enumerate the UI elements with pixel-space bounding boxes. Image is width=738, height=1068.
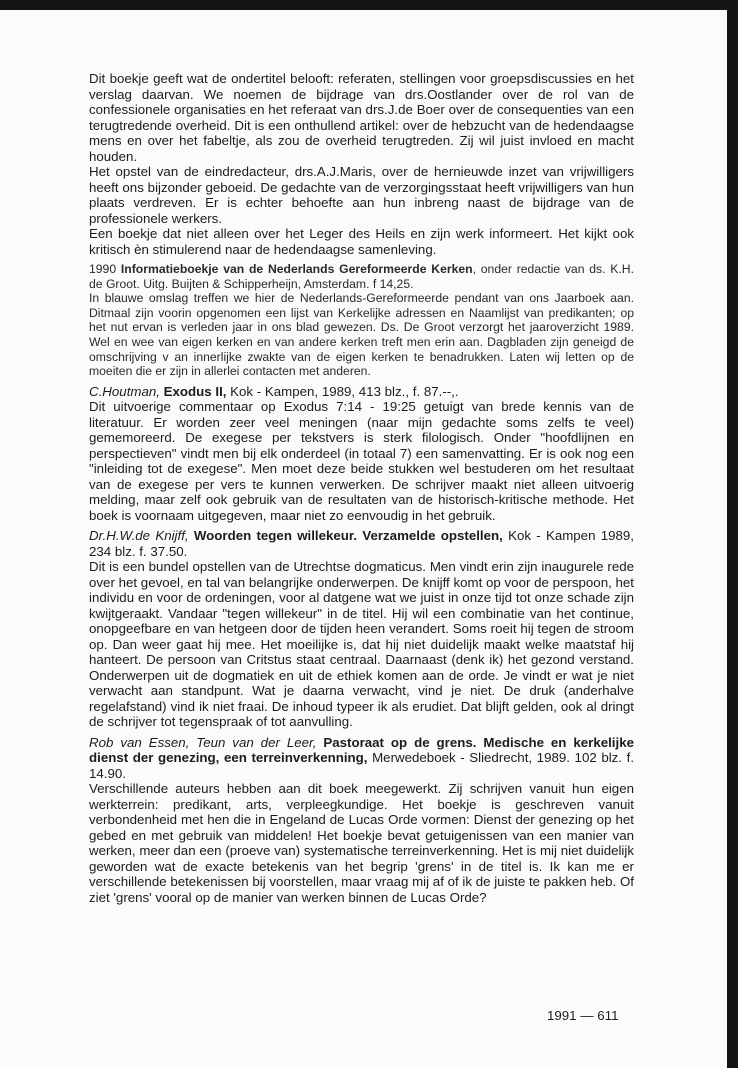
review-title: Pastoraat op de grens. Medische en kerkelijke dienst der genezing, een terreinverkenning, [89,734,634,766]
review-header [89,384,634,400]
review-body: Dit uitvoerige commentaar op Exodus 7:14 - 19:25 getuigt van brede kennis van de literatuur. Er worden zeer veel meningen (naar mijn gedachte soms zelfs te veel) gememoreerd. De exegese per tekstvers is sterk filologisch. Onder "hoofdlijnen en perspectieven" vindt men bij elk onderdeel (in totaal 7) een samenvatting. Er is ook nog een "inleiding tot de exegese". Men moet deze beide stukken wel bestuderen om het resultaat van de exegese per vers te kunnen verwerken. De schrijver maakt niet alleen uitvoerig melding, maar zelf ook gebruik van de resultaten van de historisch-kritische methode. Het boek is voornaam uitgegeven, maar niet zo eenvoudig in het gebruik. [89,399,634,523]
scan-border-right [727,0,738,1068]
review-body: Verschillende auteurs hebben aan dit boek meegewerkt. Zij schrijven vanuit hun eigen werkterrein: predikant, arts, verpleegkundige. Het boekje is geschreven vanuit verbondenheid met hen die in Engeland de Lucas Orde vormen: Dienst der genezing op het gebed en met gebruik van middelen! Het boekje bevat getuigenissen van een manier van werken, meer dan een (proeve van) systematische terreinverkenning. Het is mij niet duidelijk geworden wat de exacte betekenis van het begrip 'grens' in de titel is. Ik kan me er verschillende betekenissen bij voorstellen, maar vraag mij af of ik de juiste te pakken heb. Of ziet 'grens' vooral op de manier van werken binnen de Lucas Orde? [89,781,634,905]
review-year: 1990 [89,262,117,276]
review-title: Informatieboekje van de Nederlands Gereformeerde Kerken [120,262,473,276]
review-citation: Merwedeboek - Sliedrecht, 1989. 102 blz. f. 14.90. [89,750,635,781]
document-page [0,10,727,1068]
review-header [89,735,634,782]
text-column [89,71,634,910]
review-entry [89,262,634,379]
scan-border-top [0,0,738,10]
review-citation: , onder redactie van ds. K.H. de Groot. Uitg. Buijten & Schipperheijn, Amsterdam. f 14,25. [89,262,634,291]
intro-paragraph: Het opstel van de eindredacteur, drs.A.J.Maris, over de hernieuwde inzet van vrijwilligers heeft ons bijzonder geboeid. De gedachte van de verzorgingsstaat heeft vrijwilligers van hun plaats verdreven. Er is echter behoefte aan hun inbreng naast de bijdrage van de professionele werkers. [89,164,634,226]
review-author: C.Houtman, [89,383,160,399]
review-citation: Kok - Kampen, 1989, 413 blz., f. 87.--,. [230,383,459,399]
review-body: In blauwe omslag treffen we hier de Nederlands-Gereformeerde pendant van ons Jaarboek aan. Ditmaal zijn voorin opgenomen een lijst van Kerkelijke adressen en Naamlijst van predikanten; op het nut ervan is verleden jaar in ons blad gewezen. Ds. De Groot verzorgt het jaaroverzicht 1989. Wel en wee van eigen kerken en van andere kerken treft men erin aan. Dagbladen zijn geneigd de omschrijving v an innerlijke zwakte van de eigen kerken te benadrukken. Laten wij letten op de moeiten die er zijn in allerlei contacten met anderen. [89,291,634,379]
review-author: Dr.H.W.de Knijff, [89,528,189,544]
review-citation: Kok - Kampen 1989, 234 blz. f. 37.50. [89,528,635,559]
review-entry [89,735,634,906]
review-author: Rob van Essen, Teun van der Leer, [89,734,317,750]
review-header [89,528,634,559]
review-title: Woorden tegen willekeur. Verzamelde opstellen, [193,528,503,544]
intro-paragraph: Een boekje dat niet alleen over het Leger des Heils en zijn werk informeert. Het kijkt ook kritisch èn stimulerend naar de hedendaagse samenleving. [89,226,634,257]
review-entry [89,384,634,524]
review-title: Exodus II, [163,383,227,399]
review-header [89,262,634,291]
review-body: Dit is een bundel opstellen van de Utrechtse dogmaticus. Men vindt erin zijn inaugurele rede over het gevoel, en tal van belangrijke onderwerpen. De knijff komt op voor de perspoon, het individu en voor de ordeningen, voor al datgene wat we juist in onze tijd tot onze schade zijn kwijtgeraakt. Vandaar "tegen willekeur" in de titel. Hij wil een combinatie van het continue, onopgeefbare en van hetgeen door de tijden heen verandert. Soms roeit hij tegen de stroom op. Dan weer gaat hij mee. Het moeilijke is, dat hij niet duidelijk maakt welke maatstaf hij hanteert. De persoon van Critstus staat centraal. Daarnaast (denk ik) het gezond verstand. Onderwerpen uit de dogmatiek en uit de ethiek komen aan de orde. Je vindt er wat je niet verwacht aan standpunt. Wat je daarna verwacht, vind je niet. De druk (anderhalve regelafstand) vind ik niet fraai. De inhoud typeer ik als erudiet. Dat blijft gelden, ook al dringt de schrijver tot tegenspraak of tot aanvulling. [89,559,634,730]
review-entry [89,528,634,730]
intro-section [89,71,634,257]
page-number: 1991 — 611 [547,1008,619,1023]
intro-paragraph: Dit boekje geeft wat de ondertitel belooft: referaten, stellingen voor groepsdiscussies en het verslag daarvan. We noemen de bijdrage van drs.Oostlander over de rol van de confessionele organisaties en het referaat van drs.J.de Boer over de consequenties van een terugtredende overheid. Dit is een onthullend artikel: over de hebzucht van de hedendaagse mens en over het fabeltje, als zou de overheid terugtreden. Zij wil juist invloed en macht houden. [89,71,634,164]
